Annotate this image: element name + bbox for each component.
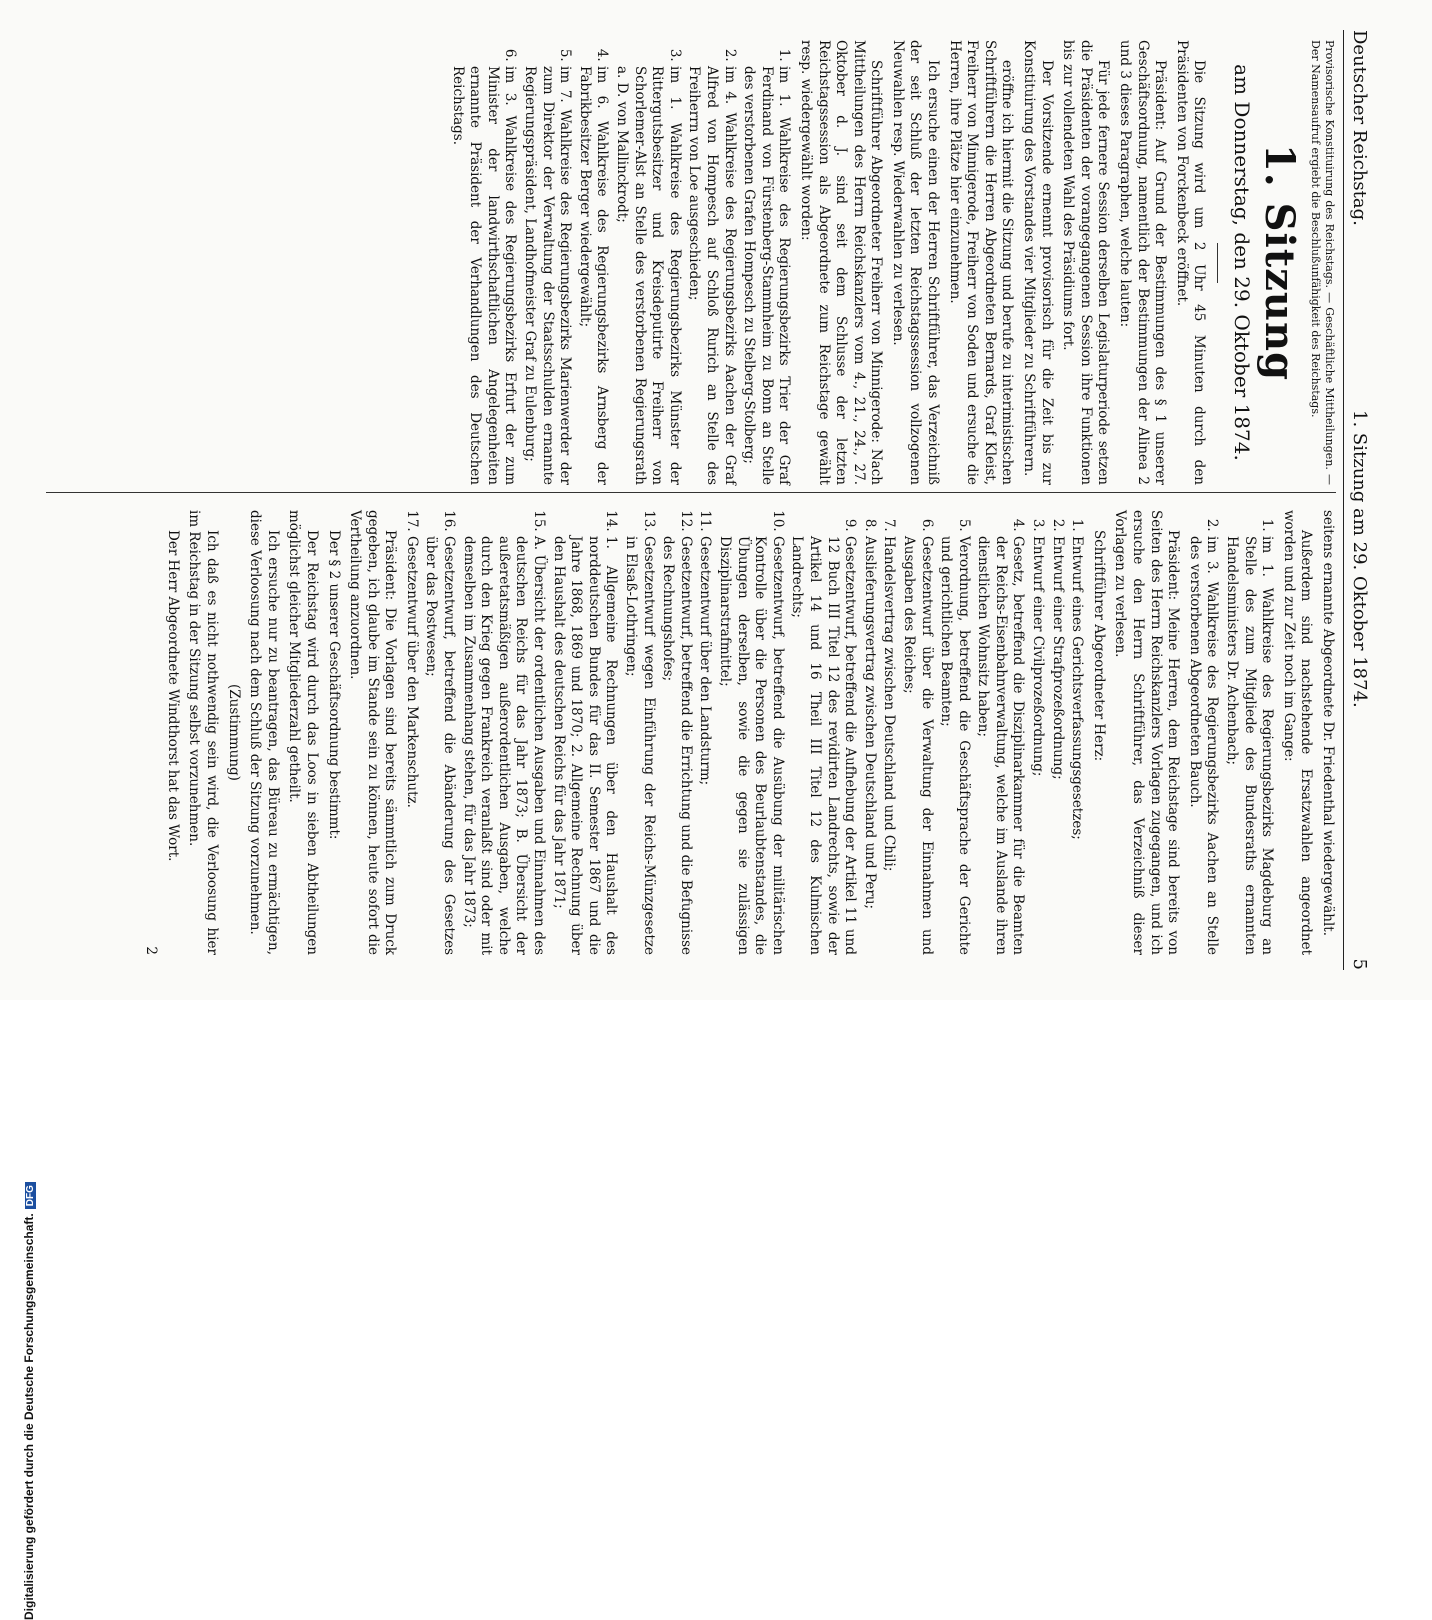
list-item: 2. im 3. Wahlkreise des Regierungsbezirks Aachen an Stelle des verstorbenen Abgeordneten Bauch.: [1185, 536, 1220, 955]
paragraph: Präsident: Auf Grund der Bestimmungen des § 1 unserer Geschäftsordnung, namentlich der Bestimmungen der Alinea 2 und 3 dieses Paragraphen, welche lauten:: [1117, 40, 1169, 485]
list-item: 10. Gesetzentwurf, betreffend die Ausübung der militärischen Kontrolle über die Personen des Beurlaubtenstandes, die Übungen derselben, sowie die gegen sie zulässigen Disziplinarstrafmittel;: [715, 536, 785, 955]
list-item: 16. Gesetzentwurf, betreffend die Abänderung des Gesetzes über das Postwesen;: [422, 536, 457, 955]
list-item: 5. Verordnung, betreffend die Geschäftsprache der Gerichte und gerichtlichen Beamten;: [937, 536, 972, 955]
separator-rule: [1217, 243, 1218, 283]
left-column: [444, 40, 1336, 485]
list-item: 3. im 1. Wahlkreise des Regierungsbezirks Münster der Rittergutsbesitzer und Kreisdeputirte Freiherr von Schorlemer-Alst an Stelle des verstorbenen Regierungsrath a. D. von Mallinckrodt;: [612, 66, 682, 485]
list-item: 3. Entwurf einer Civilprozeßordnung;: [1029, 536, 1047, 955]
paragraph: eröffne ich hiermit die Sitzung und berufe zu interimistischen Schriftführern die Herren Abgeordneten Bernards, Graf Kleist, Freiherr von Minnigerode, Freiherr von Soden und ersuche die Herren, ihre Plätze hier einzunehmen.: [946, 40, 1016, 485]
sheet-number: 2: [143, 946, 160, 955]
paragraph: Ich ersuche einen der Herren Schriftführer, das Verzeichniß der seit Schluß der letzten Reichstagssession vollzogenen Neuwahlen resp. Wiederwahlen zu verlesen.: [889, 40, 942, 485]
pending-elections-list: [1185, 510, 1275, 955]
list-item: 6. im 3. Wahlkreise des Regierungsbezirks Erfurt der zum Minister der landwirthschaftlichen Angelegenheiten ernannte Präsident der Verhandlungen des Deutschen Reichstags.: [448, 66, 518, 485]
bills-list: [402, 510, 1085, 955]
running-header: [1343, 30, 1374, 970]
paragraph: seitens ernannte Abgeordnete Dr. Friedenthal wiedergewählt.: [1320, 510, 1336, 936]
list-item: 6. Gesetzentwurf über die Verwaltung der Einnahmen und Ausgaben des Reiches;: [899, 536, 934, 955]
digitization-credit: [22, 620, 44, 1620]
page-number: 5: [1349, 958, 1370, 970]
column-divider: [46, 492, 1336, 493]
list-item: 2. im 4. Wahlkreise des Regierungsbezirks Aachen der Graf Alfred von Hompesch auf Schloß Rurich an Stelle des Freiherrn von Loe ausgeschieden;: [685, 66, 738, 485]
list-item: 2. Entwurf einer Strafprozeßordnung;: [1048, 536, 1066, 955]
paragraph: Präsident: Meine Herren, dem Reichstage sind bereits von Seiten des Herrn Reichskanzlers Vorlagen zugegangen, und ich ersuche den Herrn Schriftführer, das Verzeichniß dieser Vorlagen zu verlesen.: [1112, 510, 1182, 955]
election-list: [448, 40, 792, 485]
paragraph: Der Herr Abgeordnete Windthorst hat das Wort.: [164, 530, 181, 862]
header-left: Deutscher Reichstag.: [1349, 30, 1370, 226]
credit-text: Digitalisierung gefördert durch die Deutsche Forschungsgemeinschaft.: [22, 1213, 36, 1620]
side-note: Provisorische Konstituirung des Reichstags. — Geschäftliche Mittheilungen. — Der Namensaufruf ergiebt die Beschlußunfähigkeit des Reichstags.: [1309, 40, 1336, 485]
list-item: 1. Entwurf eines Gerichtsverfassungsgesetzes;: [1068, 536, 1086, 955]
list-item: 7. Handelsvertrag zwischen Deutschland und Chili;: [880, 536, 898, 955]
list-item: 4. Gesetz, betreffend die Disziplinarkammer für die Beamten der Reichs-Eisenbahnverwaltung, welche im Auslande ihren dienstlichen Wohnsitz haben;: [974, 536, 1027, 955]
list-item: 17. Gesetzentwurf über den Markenschutz.: [402, 536, 420, 955]
paragraph: Die Sitzung wird um 2 Uhr 45 Minuten durch den Präsidenten von Forckenbeck eröffnet.: [1173, 40, 1208, 485]
list-item: 12. Gesetzentwurf, betreffend die Errichtung und die Befugnisse des Rechnungshofes;: [659, 536, 694, 955]
quote: Für jede fernere Session derselben Legislaturperiode setzen die Präsidenten der vorangegangenen Session ihre Funktionen bis zur vollendeten Wahl des Präsidiums fort.: [1060, 40, 1112, 485]
list-item: 5. im 7. Wahlkreise des Regierungsbezirks Marienwerder der zum Direktor der Verwaltung der Staatsschulden ernannte Regierungspräsident, Landhofmeister Graf zu Eulenburg;: [520, 66, 573, 485]
list-item: 1. im 1. Wahlkreise des Regierungsbezirks Trier der Graf Ferdinand von Fürstenberg-Stammheim zu Bonn an Stelle des verstorbenen Grafen Hompesch zu Stelberg-Stolberg;: [740, 66, 793, 485]
paragraph: Der § 2 unserer Geschäftsordnung bestimmt:: [325, 530, 342, 840]
list-item: 11. Gesetzentwurf über den Landsturm;: [696, 536, 714, 955]
paragraph: Präsident: Die Vorlagen sind bereits sämmtlich zum Druck gegeben, ich glaube im Stande sein zu können, heute sofort die Vertheilung anzuordnen.: [347, 510, 399, 955]
right-column: [138, 510, 1336, 955]
session-date: am Donnerstag, den 29. Oktober 1874.: [1230, 64, 1254, 461]
paragraph: Außerdem sind nachstehende Ersatzwahlen angeordnet worden und zur Zeit noch im Gange:: [1280, 510, 1315, 955]
quote: Der Reichstag wird durch das Loos in sieben Abtheilungen möglichst gleicher Mitgliederzahl getheilt.: [286, 510, 320, 955]
paragraph: Ich daß es nicht nothwendig sein wird, die Verloosung hier im Reichstag in der Sitzung selbst vorzunehmen.: [186, 510, 220, 955]
list-item: 14. 1. Allgemeine Rechnungen über den Haushalt des norddeutschen Bundes für das II. Semester 1867 und die Jahre 1868, 1869 und 1870; 2. Allgemeine Rechnung über den Haushalt des deutschen Reichs für das Jahr 1871;: [549, 536, 619, 955]
list-item: 4. im 6. Wahlkreise des Regierungsbezirks Arnsberg der Fabrikbesitzer Berger wiedergewählt;: [575, 66, 610, 485]
paragraph: Ich ersuche nur zu beantragen, das Büreau zu ermächtigen, diese Verloosung nach dem Schluß der Sitzung vorzunehmen.: [247, 510, 281, 955]
header-middle: 1. Sitzung am 29. Oktober 1874.: [1349, 410, 1370, 708]
list-item: 8. Auslieferungsvertrag zwischen Deutschland und Peru;: [860, 536, 878, 955]
list-item: 1. im 1. Wahlkreise des Regierungsbezirks Magdeburg an Stelle des zum Mitgliede des Bundesraths ernannten Handelsministers Dr. Achenbach;: [1222, 536, 1275, 955]
applause-note: (Zustimmung): [225, 684, 242, 781]
paragraph: Schriftführer Abgeordneter Freiherr von Minnigerode: Nach Mittheilungen des Herrn Reichskanzlers vom 4., 21., 24., 27. Oktober d. J. sind seit dem Schlusse der letzten Reichstagssession als Abgeordnete zum Reichstage gewählt resp. wiedergewählt worden:: [797, 40, 885, 485]
dfg-logo: DFG: [25, 1182, 36, 1209]
list-item: 13. Gesetzentwurf wegen Einführung der Reichs-Münzgesetze in Elsaß-Lothringen;: [621, 536, 656, 955]
quote: Der Vorsitzende ernennt provisorisch für die Zeit bis zur Konstituirung des Vorstandes vier Mitglieder zu Schriftführern.: [1021, 40, 1055, 485]
list-item: 9. Gesetzentwurf, betreffend die Aufhebung der Artikel 11 und 12 Buch III Titel 12 des revidirten Landrechts, sowie der Artikel 14 und 16 Theil III Titel 12 des Kulmischen Landrechts;: [788, 536, 858, 955]
rotated-document: [10, 0, 1380, 1000]
paragraph: Schriftführer Abgeordneter Herz:: [1090, 530, 1107, 762]
list-item: 15. A. Übersicht der ordentlichen Ausgaben und Einnahmen des deutschen Reichs für das Jahr 1873; B. Übersicht der außeretatsmäßigen außerordentlichen Ausgaben, welche durch den Krieg gegen Frankreich veranlaßt sind oder mit demselben im Zusammenhang stehen, für das Jahr 1873;: [459, 536, 547, 955]
session-title: 1. Sitzung: [1256, 143, 1303, 382]
